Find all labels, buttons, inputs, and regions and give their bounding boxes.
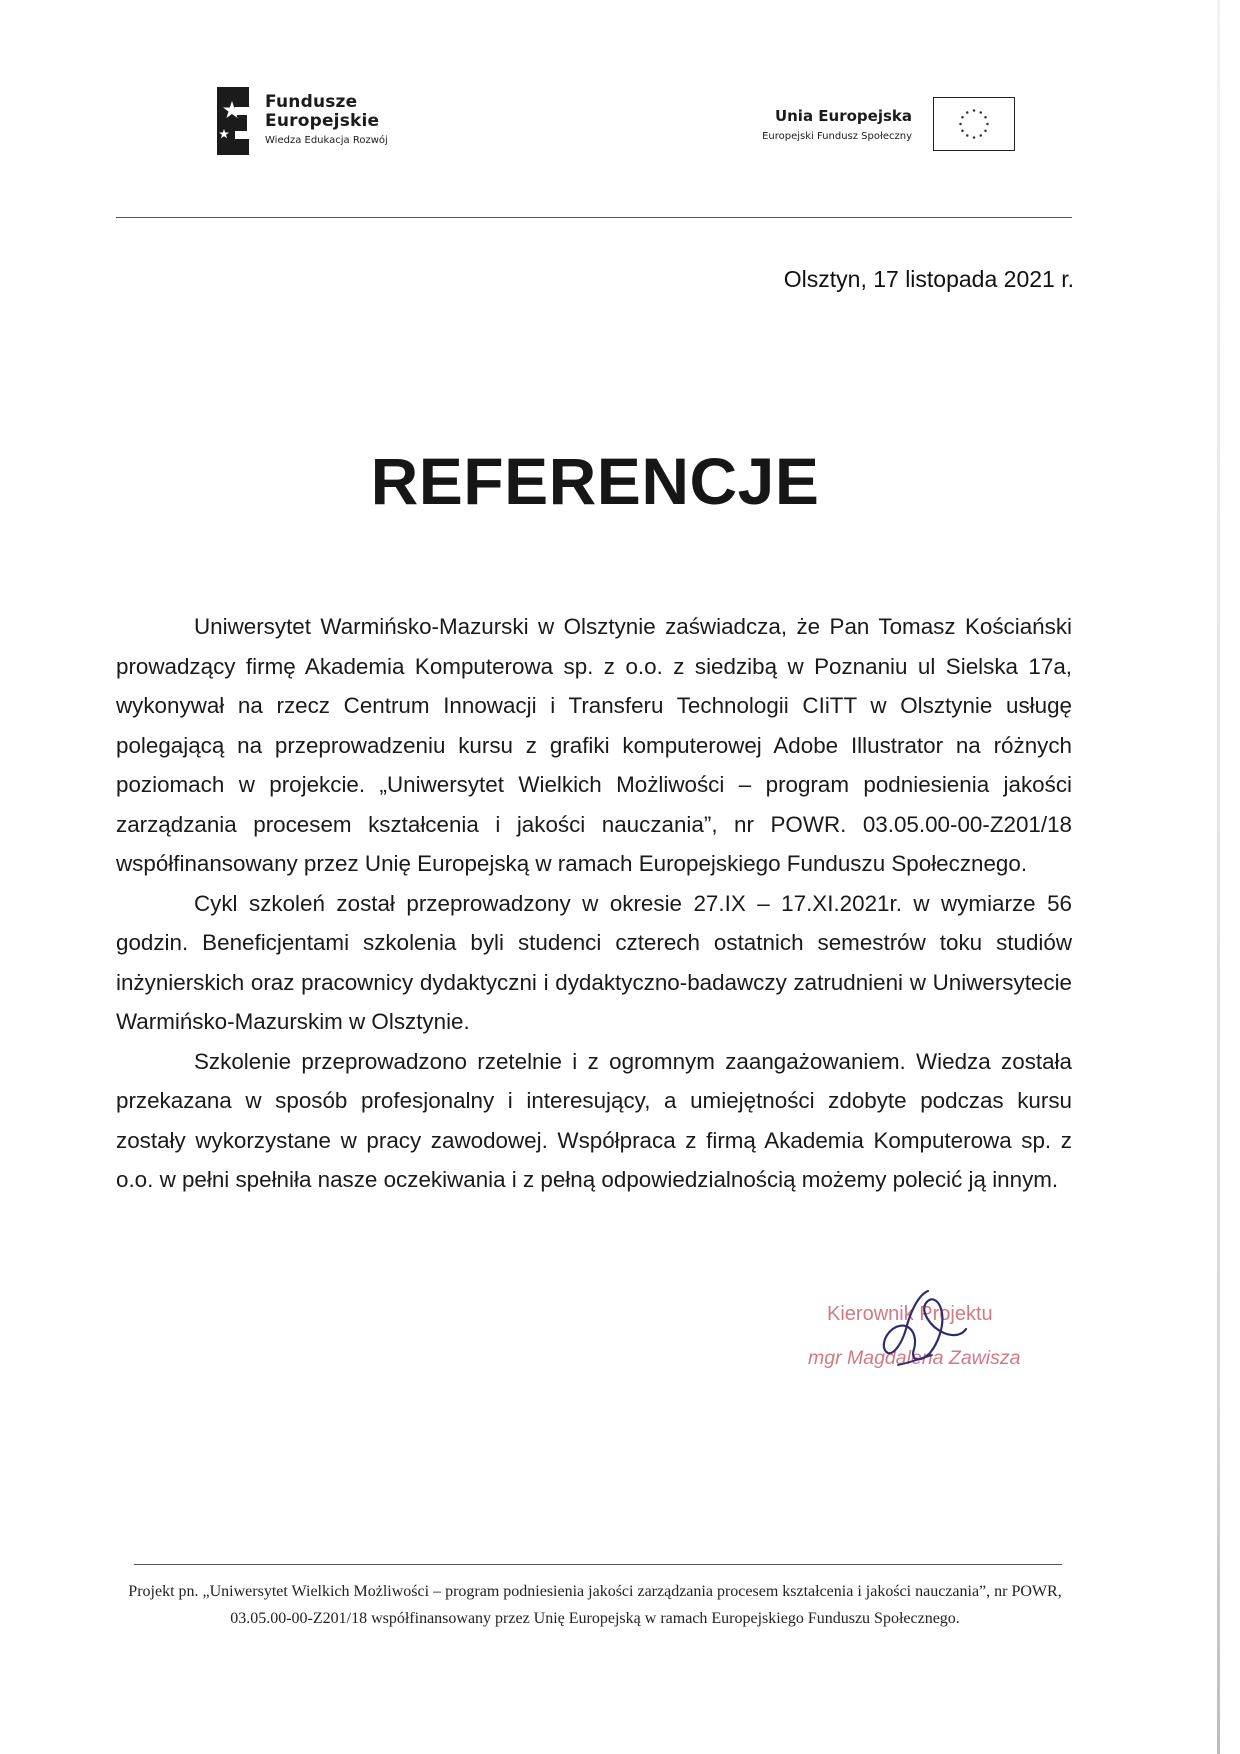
- body-paragraph-1: Uniwersytet Warmińsko-Mazurski w Olsztynie zaświadcza, że Pan Tomasz Kościański prowadzący firmę Akademia Komputerowa sp. z o.o. z siedzibą w Poznaniu ul Sielska 17a, wykonywał na rzecz Centrum Innowacji i Transferu Technologii CIiTT w Olsztynie usługę polegającą na przeprowadzeniu kursu z grafiki komputerowej Adobe Illustrator na różnych poziomach w projekcie. „Uniwersytet Wielkich Możliwości – program podniesienia jakości zarządzania procesem kształcenia i jakości nauczania”, nr POWR. 03.05.00-00-Z201/18 współfinansowany przez Unię Europejską w ramach Europejskiego Funduszu Społecznego.: [116, 614, 1072, 876]
- handwritten-signature: [858, 1283, 978, 1373]
- fe-tagline: Wiedza Edukacja Rozwój: [265, 135, 388, 146]
- body-paragraph-3: Szkolenie przeprowadzono rzetelnie i z ogromnym zaangażowaniem. Wiedza została przekazana w sposób profesjonalny i interesujący, a umiejętności zdobyte podczas kursu zostały wykorzystane w pracy zawodowej. Współpraca z firmą Akademia Komputerowa sp. z o.o. w pełni spełniła nasze oczekiwania i z pełną odpowiedzialnością możemy polecić ją innym.: [116, 1048, 1072, 1192]
- signature-role: Kierownik Projektu: [827, 1303, 993, 1325]
- fe-name-line1: Fundusze: [265, 92, 358, 112]
- eu-fund-name: Europejski Fundusz Społeczny: [762, 131, 912, 142]
- eu-name: Unia Europejska: [774, 107, 912, 125]
- fe-name-line2: Europejskie: [265, 111, 380, 131]
- header-divider: [116, 217, 1072, 218]
- funds-star-mark-icon: [213, 85, 253, 157]
- fundusze-europejskie-logo: [213, 85, 413, 157]
- body-paragraph-2: Cykl szkoleń został przeprowadzony w okresie 27.IX – 17.XI.2021r. w wymiarze 56 godzin. Beneficjentami szkolenia byli studenci czterech ostatnich semestrów toku studiów inżynierskich oraz pracownicy dydaktyczni i dydaktyczno-badawczy zatrudnieni w Uniwersytecie Warmińsko-Mazurskim w Olsztynie.: [116, 890, 1072, 1034]
- scan-edge-shadow: [1217, 0, 1220, 1754]
- document-date: Olsztyn, 17 listopada 2021 r.: [783, 266, 1074, 292]
- document-title: REFERENCJE: [370, 444, 820, 518]
- signature-name: mgr Magdalena Zawisza: [808, 1347, 1021, 1369]
- signature-block: [800, 1283, 1060, 1373]
- footer-divider: [134, 1564, 1062, 1565]
- project-footer: Projekt pn. „Uniwersytet Wielkich Możliwości – program podniesienia jakości zarządzania procesem kształcenia i jakości nauczania”, nr POWR, 03.05.00-00-Z201/18 współfinansowany przez Unię Europejską w ramach Europejskiego Funduszu Społecznego.: [128, 1583, 1062, 1627]
- unia-europejska-logo: [725, 97, 1015, 153]
- letter-body: [116, 607, 1072, 1200]
- eu-flag-icon: [933, 97, 1015, 151]
